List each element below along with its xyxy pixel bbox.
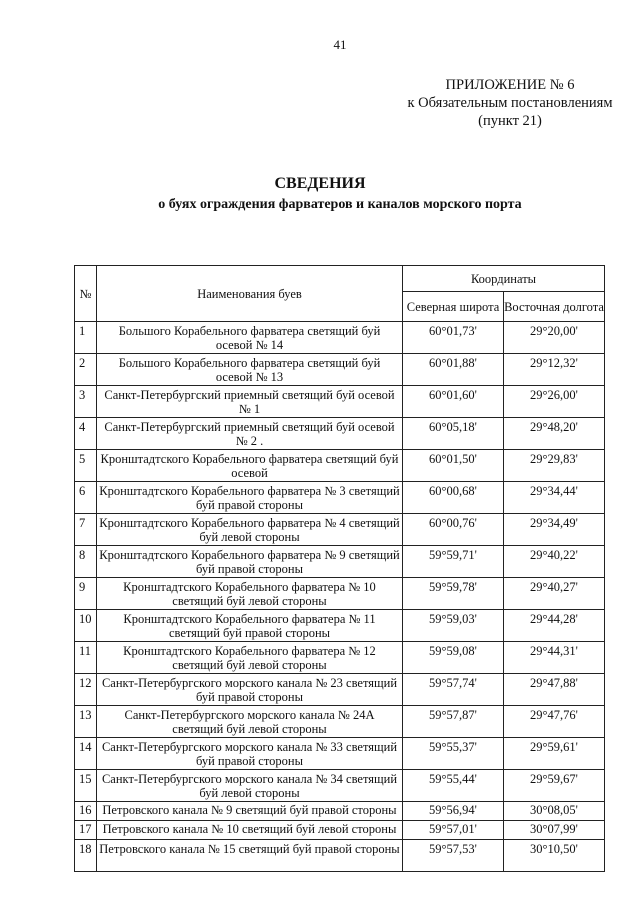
latitude: 60°01,73' <box>403 322 504 354</box>
longitude: 29°40,22' <box>504 546 605 578</box>
latitude: 60°01,50' <box>403 450 504 482</box>
latitude: 59°57,87' <box>403 706 504 738</box>
longitude: 29°44,31' <box>504 642 605 674</box>
row-number: 5 <box>75 450 97 482</box>
buoy-name: Санкт-Петербургского морского канала № 33 светящий буй правой стороны <box>97 738 403 770</box>
latitude: 59°57,01' <box>403 821 504 840</box>
row-number: 1 <box>75 322 97 354</box>
buoy-name: Санкт-Петербургского морского канала № 23 светящий буй правой стороны <box>97 674 403 706</box>
buoy-name: Петровского канала № 10 светящий буй левой стороны <box>97 821 403 840</box>
row-number: 13 <box>75 706 97 738</box>
row-number: 15 <box>75 770 97 802</box>
latitude: 59°57,74' <box>403 674 504 706</box>
table-row <box>75 386 605 418</box>
buoy-name: Кронштадтского Корабельного фарватера светящий буй осевой <box>97 450 403 482</box>
latitude: 59°55,44' <box>403 770 504 802</box>
buoy-name: Кронштадтского Корабельного фарватера № 3 светящий буй правой стороны <box>97 482 403 514</box>
table-row <box>75 802 605 821</box>
table-row <box>75 514 605 546</box>
buoy-name: Петровского канала № 9 светящий буй правой стороны <box>97 802 403 821</box>
longitude: 29°34,49' <box>504 514 605 546</box>
page-number: 41 <box>333 37 347 52</box>
table-row <box>75 578 605 610</box>
row-number: 8 <box>75 546 97 578</box>
latitude: 59°56,94' <box>403 802 504 821</box>
latitude: 60°05,18' <box>403 418 504 450</box>
buoy-name: Кронштадтского Корабельного фарватера № 4 светящий буй левой стороны <box>97 514 403 546</box>
appendix-heading <box>395 76 625 130</box>
longitude: 29°47,88' <box>504 674 605 706</box>
longitude: 30°07,99' <box>504 821 605 840</box>
latitude: 59°59,08' <box>403 642 504 674</box>
table-row <box>75 322 605 354</box>
buoy-name: Санкт-Петербургский приемный светящий буй осевой № 2 . <box>97 418 403 450</box>
buoys-table <box>74 265 605 872</box>
buoy-name: Большого Корабельного фарватера светящий буй осевой № 14 <box>97 322 403 354</box>
longitude: 30°10,50' <box>504 840 605 872</box>
buoy-name: Кронштадтского Корабельного фарватера № 9 светящий буй правой стороны <box>97 546 403 578</box>
table-row <box>75 706 605 738</box>
row-number: 10 <box>75 610 97 642</box>
table-row <box>75 821 605 840</box>
latitude: 59°59,03' <box>403 610 504 642</box>
table-row <box>75 546 605 578</box>
header-num: № <box>75 266 97 322</box>
row-number: 6 <box>75 482 97 514</box>
longitude: 29°44,28' <box>504 610 605 642</box>
table-row <box>75 770 605 802</box>
table-row <box>75 840 605 872</box>
longitude: 29°20,00' <box>504 322 605 354</box>
longitude: 30°08,05' <box>504 802 605 821</box>
buoy-name: Большого Корабельного фарватера светящий буй осевой № 13 <box>97 354 403 386</box>
row-number: 11 <box>75 642 97 674</box>
buoy-name: Санкт-Петербургского морского канала № 24А светящий буй левой стороны <box>97 706 403 738</box>
longitude: 29°40,27' <box>504 578 605 610</box>
longitude: 29°26,00' <box>504 386 605 418</box>
longitude: 29°48,20' <box>504 418 605 450</box>
row-number: 4 <box>75 418 97 450</box>
latitude: 59°59,78' <box>403 578 504 610</box>
longitude: 29°47,76' <box>504 706 605 738</box>
header-coords: Координаты <box>403 266 605 292</box>
document-subtitle: о буях ограждения фарватеров и каналов морского порта <box>158 197 522 212</box>
row-number: 7 <box>75 514 97 546</box>
latitude: 60°00,68' <box>403 482 504 514</box>
table-row <box>75 450 605 482</box>
appendix-line3: (пункт 21) <box>478 113 542 129</box>
table-row <box>75 674 605 706</box>
header-name: Наименования буев <box>97 266 403 322</box>
latitude: 60°01,60' <box>403 386 504 418</box>
longitude: 29°59,67' <box>504 770 605 802</box>
table-row <box>75 354 605 386</box>
row-number: 3 <box>75 386 97 418</box>
latitude: 59°59,71' <box>403 546 504 578</box>
table-row <box>75 418 605 450</box>
table-row <box>75 610 605 642</box>
document-title: СВЕДЕНИЯ <box>274 175 366 192</box>
table-row <box>75 642 605 674</box>
row-number: 2 <box>75 354 97 386</box>
header-lat: Северная широта <box>403 292 504 322</box>
appendix-line1: ПРИЛОЖЕНИЕ № 6 <box>445 77 575 93</box>
header-lon: Восточная долгота <box>504 292 605 322</box>
latitude: 60°00,76' <box>403 514 504 546</box>
row-number: 12 <box>75 674 97 706</box>
table-row <box>75 738 605 770</box>
latitude: 60°01,88' <box>403 354 504 386</box>
row-number: 9 <box>75 578 97 610</box>
buoy-name: Кронштадтского Корабельного фарватера № 11 светящий буй правой стороны <box>97 610 403 642</box>
longitude: 29°12,32' <box>504 354 605 386</box>
buoy-name: Кронштадтского Корабельного фарватера № 10 светящий буй левой стороны <box>97 578 403 610</box>
row-number: 14 <box>75 738 97 770</box>
longitude: 29°34,44' <box>504 482 605 514</box>
row-number: 16 <box>75 802 97 821</box>
row-number: 17 <box>75 821 97 840</box>
buoy-name: Кронштадтского Корабельного фарватера № 12 светящий буй левой стороны <box>97 642 403 674</box>
longitude: 29°29,83' <box>504 450 605 482</box>
longitude: 29°59,61' <box>504 738 605 770</box>
latitude: 59°55,37' <box>403 738 504 770</box>
latitude: 59°57,53' <box>403 840 504 872</box>
appendix-line2: к Обязательным постановлениям <box>407 95 613 111</box>
table-row <box>75 482 605 514</box>
row-number: 18 <box>75 840 97 872</box>
buoy-name: Петровского канала № 15 светящий буй правой стороны <box>97 840 403 872</box>
buoy-name: Санкт-Петербургского морского канала № 34 светящий буй левой стороны <box>97 770 403 802</box>
buoy-name: Санкт-Петербургский приемный светящий буй осевой № 1 <box>97 386 403 418</box>
